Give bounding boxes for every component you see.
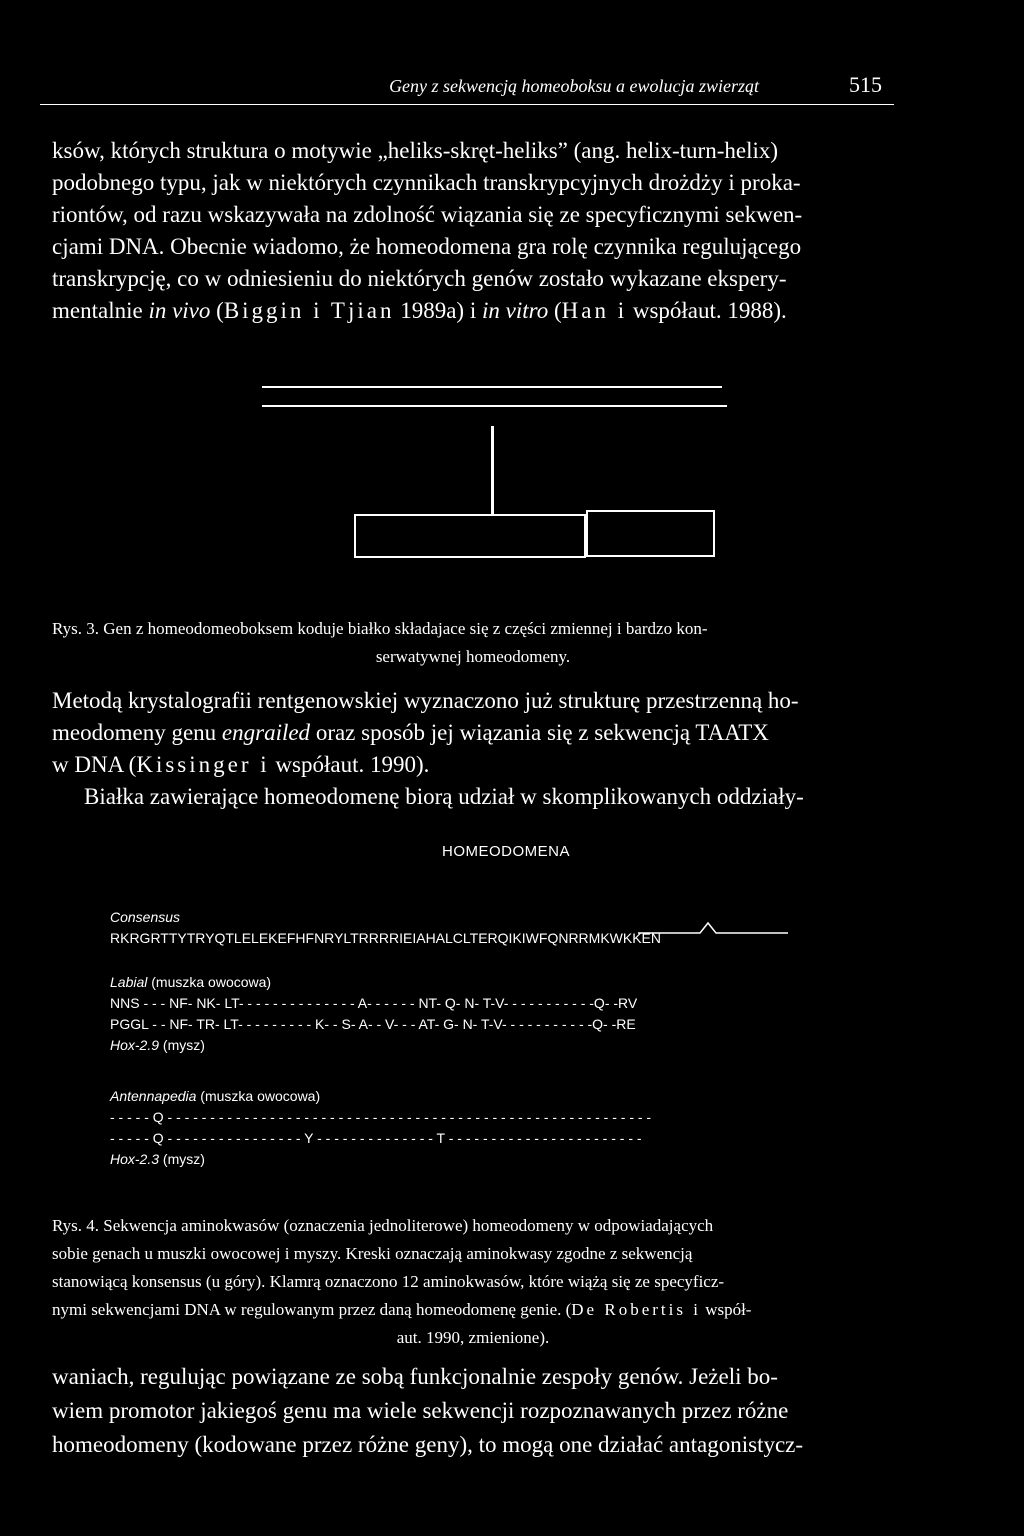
species-label <box>110 1035 900 1056</box>
text: współaut. 1988). <box>627 298 787 323</box>
species-label <box>110 1149 900 1170</box>
paragraph-1 <box>52 135 894 327</box>
running-title: Geny z sekwencją homeoboksu a ewolucja zwierząt <box>389 76 759 96</box>
para2-line: Białka zawierające homeodomenę biorą udział w skomplikowanych oddziały- <box>84 784 804 809</box>
figure-3-diagram <box>262 384 732 584</box>
text: meodomeny genu <box>52 720 222 745</box>
in-vitro-term: in vitro <box>481 298 549 323</box>
para1-line: transkrypcję, co w odniesieniu do niektórych genów zostało wykazane ekspery- <box>52 266 787 291</box>
caption-line: aut. 1990, zmienione). <box>396 1328 550 1347</box>
para3-line: homeodomeny (kodowane przez różne geny), to mogą one działać antagonistycz- <box>52 1432 804 1457</box>
text: mentalnie <box>52 298 149 323</box>
citation-authors: De Robertis i <box>571 1300 701 1319</box>
in-vivo-term: in vivo <box>148 298 211 323</box>
caption-line: Rys. 3. Gen z homeodomeoboksem koduje białko składajace się z części zmiennej i bardzo kon- <box>52 619 708 638</box>
running-header <box>40 72 894 105</box>
variable-region-box <box>354 514 586 558</box>
gene-expression-arrow <box>491 426 494 516</box>
figure-4-heading: HOMEODOMENA <box>442 843 571 860</box>
para1-line: riontów, od razu wskazywała na zdolność wiązania się ze specyficznymi sekwen- <box>52 202 803 227</box>
para2-line <box>52 749 894 781</box>
species-name: (mysz) <box>159 1037 205 1053</box>
figure-3-caption <box>52 615 894 671</box>
caption-line: stanowiącą konsensus (u góry). Klamrą oznaczono 12 aminokwasów, które wiążą się ze specyficz- <box>52 1272 725 1291</box>
gene-name: Hox-2.3 <box>110 1151 160 1167</box>
text: 1989a) i <box>394 298 482 323</box>
text: oraz sposób jej wiązania się z sekwencją TAATX <box>310 720 769 745</box>
citation-authors: Kissinger i <box>136 752 270 777</box>
consensus-sequence: RKRGRTTYTRYQTLELEKEFHFNRYLTRRRRIEIAHALCLTERQIKIWFQNRRMKWKKEN <box>110 930 661 946</box>
antennapedia-block <box>110 1086 900 1170</box>
para1-line: cjami DNA. Obecnie wiadomo, że homeodomena gra rolę czynnika regulującego <box>52 234 802 259</box>
paragraph-3 <box>52 1360 894 1462</box>
homeodomain-box <box>586 510 715 557</box>
dna-strand-line <box>262 386 722 388</box>
dna-strand-line <box>262 405 727 407</box>
citation-authors: Biggin i Tjian <box>223 298 395 323</box>
text: ( <box>548 298 562 323</box>
para2-line <box>52 717 894 749</box>
gene-name: Labial <box>110 974 148 990</box>
text: w DNA ( <box>52 752 137 777</box>
species-label <box>110 972 900 993</box>
species-name: (muszka owocowa) <box>147 974 272 990</box>
consensus-label: Consensus <box>110 909 181 925</box>
para1-line <box>52 295 894 327</box>
species-label <box>110 1086 900 1107</box>
gene-name: engrailed <box>221 720 311 745</box>
labial-sequence: NNS - - - NF- NK- LT- - - - - - - - - - - - - - A- - - - - - NT- Q- N- T-V- - - - - - - - - - -Q- -RV <box>110 995 638 1011</box>
antennapedia-sequence: - - - - - Q - - - - - - - - - - - - - - - - - - - - - - - - - - - - - - - - - - - - - - - - - - - - - - - - - - - - - - - - - <box>110 1109 652 1125</box>
para1-line: ksów, których struktura o motywie „heliks-skręt-heliks” (ang. helix-turn-helix) <box>52 138 779 163</box>
species-name: (muszka owocowa) <box>196 1088 321 1104</box>
citation-authors: Han i <box>561 298 628 323</box>
labial-block <box>110 972 900 1056</box>
caption-line: Rys. 4. Sekwencja aminokwasów (oznaczenia jednoliterowe) homeodomeny w odpowiadających <box>52 1216 714 1235</box>
para1-line: podobnego typu, jak w niektórych czynnikach transkrypcyjnych drożdży i proka- <box>52 170 801 195</box>
consensus-block <box>110 907 900 949</box>
caption-line: serwatywnej homeodomeny. <box>375 647 571 666</box>
text: współ- <box>700 1300 752 1319</box>
caption-line: sobie genach u muszki owocowej i myszy. Kreski oznaczają aminokwasy zgodne z sekwencją <box>52 1244 693 1263</box>
paragraph-2 <box>52 685 894 813</box>
gene-name: Hox-2.9 <box>110 1037 160 1053</box>
figure-4-caption <box>52 1212 894 1352</box>
text: współaut. 1990). <box>269 752 430 777</box>
para2-line: Metodą krystalografii rentgenowskiej wyznaczono już strukturę przestrzenną ho- <box>52 688 799 713</box>
caption-line <box>52 1296 894 1324</box>
para3-line: wiem promotor jakiegoś genu ma wiele sekwencji rozpoznawanych przez różne <box>52 1398 789 1423</box>
text: nymi sekwencjami DNA w regulowanym przez daną homeodomenę genie. ( <box>52 1300 572 1319</box>
gene-name: Antennapedia <box>110 1088 197 1104</box>
hox29-sequence: PGGL - - NF- TR- LT- - - - - - - - - K- - S- A- - V- - - AT- G- N- T-V- - - - - - - - - - -Q- -RE <box>110 1016 636 1032</box>
hox23-sequence: - - - - - Q - - - - - - - - - - - - - - - - Y - - - - - - - - - - - - - - T - - - - - - - - - - - - - - - - - - - - - - - <box>110 1130 642 1146</box>
species-name: (mysz) <box>159 1151 205 1167</box>
page-number: 515 <box>849 72 882 97</box>
para3-line: waniach, regulując powiązane ze sobą funkcjonalnie zespoły genów. Jeżeli bo- <box>52 1364 778 1389</box>
text: ( <box>210 298 224 323</box>
